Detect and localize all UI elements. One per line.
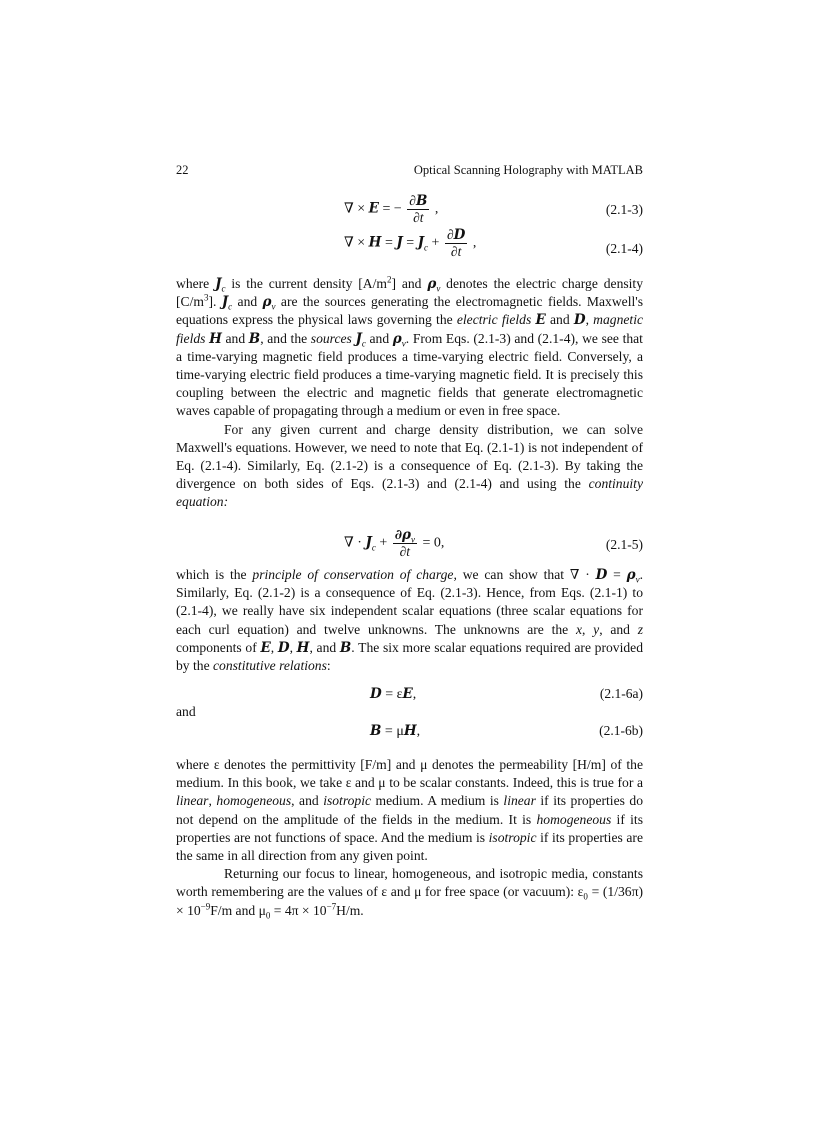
text: where ε denotes the permittivity [F/m] and μ denotes the permeability [H/m] of the medium. In this book, we take ε and μ to be scalar constants. Indeed, this is true for a xyxy=(176,757,643,791)
eq-symbol: E xyxy=(402,686,413,702)
eq-text: , xyxy=(416,724,421,739)
italic-text: magnetic fields xyxy=(176,312,644,346)
italic-text: homogeneous xyxy=(536,811,612,827)
page-number: 22 xyxy=(176,163,189,177)
text: and xyxy=(221,330,249,346)
eq-symbol: B xyxy=(415,193,428,209)
text: where xyxy=(176,276,216,291)
italic-text: z xyxy=(637,621,644,637)
text: , xyxy=(585,312,594,328)
text: ] and xyxy=(391,276,428,291)
eq-symbol: D xyxy=(370,686,382,702)
text: , xyxy=(582,621,594,637)
text: if its properties are the same in all direction from any given point. xyxy=(176,829,643,864)
equation-label: (2.1-4) xyxy=(605,241,643,256)
math-symbol: ρ xyxy=(626,567,636,583)
math-symbol: E xyxy=(260,639,271,656)
text: . Similarly, Eq. (2.1-2) is a consequence of Eq. (2.1-3). Hence, from Eqs. (2.1-1) to (2.1-4), we really have six independent scalar equations (three scalar equations for each curl equation) and twelve unknowns. The unknowns are the xyxy=(176,567,644,637)
frac-num: ∂ xyxy=(409,193,416,208)
math-symbol: J xyxy=(221,294,229,311)
and-word: and xyxy=(176,704,196,719)
text: . The six more scalar equations required are provided by the xyxy=(176,639,644,674)
equation-label: (2.1-6b) xyxy=(599,723,643,738)
italic-text: electric fields xyxy=(456,312,532,328)
math-symbol: ρ xyxy=(427,276,437,292)
eq-text: ∇ · xyxy=(344,535,366,551)
frac-num: ∂ρ xyxy=(394,527,411,543)
paragraph-1 xyxy=(176,275,643,512)
italic-text: linear xyxy=(503,793,536,809)
eq-symbol: H xyxy=(403,723,417,739)
text: = 4π × 10 xyxy=(270,902,327,918)
fraction xyxy=(445,227,467,260)
text: For any given current and charge density distribution, we can solve Maxwell's equations. However, we need to note that Eq. (2.1-1) is not independent of Eq. (2.1-4). Similarly, Eq. (2.1-2) is a consequence of Eq. (2.1-3). By taking the divergence on both sides of Eqs. (2.1-3) and (2.1-4) and using the xyxy=(176,421,643,492)
text: and xyxy=(365,330,393,346)
math-symbol: J xyxy=(215,276,222,292)
text: ]. xyxy=(208,294,222,310)
text: . From Eqs. (2.1-3) and (2.1-4), we see that a time-varying magnetic field produces a time-varying electric field. Conversely, a time-varying electric field produces a time-varying magnetic field. It is precisely this coupling between the electric and magnetic fields that generate electromagnetic waves capable of propagating through a medium or even in free space. xyxy=(176,330,643,419)
eq-text: = 0, xyxy=(418,535,445,551)
italic-text: continuity equation: xyxy=(176,476,643,510)
superscript: 3 xyxy=(203,292,209,303)
text: : xyxy=(326,658,331,674)
text: if its properties are not functions of space. And the medium is xyxy=(176,811,643,845)
text: F/m and μ xyxy=(210,902,266,918)
text: , and xyxy=(599,621,638,637)
eq-sub: c xyxy=(424,242,429,253)
subscript: v xyxy=(635,574,640,585)
text: H/m. xyxy=(336,902,364,918)
eq-text: + xyxy=(375,535,391,551)
text: and xyxy=(545,312,574,328)
italic-text: linear xyxy=(176,793,209,809)
text: we can show that ∇ · xyxy=(456,567,596,582)
eq-text: + xyxy=(428,235,443,251)
text: = xyxy=(607,567,627,582)
math-symbol: B xyxy=(339,639,352,656)
text: , and xyxy=(309,639,340,655)
frac-den: ∂t xyxy=(450,244,462,259)
subscript: v xyxy=(436,283,441,294)
eq-sub: c xyxy=(371,542,376,553)
superscript: 2 xyxy=(386,274,392,285)
subscript: v xyxy=(271,301,276,312)
equation-2-1-5 xyxy=(176,527,643,569)
subscript: c xyxy=(228,301,233,312)
math-symbol: D xyxy=(595,567,608,583)
text: if its properties do not depend on the amplitude of the fields in the medium. It is xyxy=(176,793,643,827)
equation-2-1-4 xyxy=(176,227,643,269)
subscript: v xyxy=(401,338,406,349)
text: , xyxy=(208,793,217,809)
running-title: Optical Scanning Holography with MATLAB xyxy=(413,163,643,177)
eq-text: = − xyxy=(378,201,402,217)
math-symbol: H xyxy=(296,639,310,656)
superscript: −7 xyxy=(326,901,337,912)
subscript: c xyxy=(221,283,226,294)
italic-text: x xyxy=(575,621,582,637)
fraction xyxy=(407,193,429,226)
math-symbol: D xyxy=(573,312,586,329)
eq-text: , xyxy=(431,201,439,217)
superscript: −9 xyxy=(200,901,211,912)
fraction xyxy=(393,527,417,560)
eq-symbol: H xyxy=(368,234,382,251)
eq-symbol: J xyxy=(396,234,403,251)
eq-symbol: E xyxy=(368,200,379,217)
italic-text: sources xyxy=(310,330,352,346)
text: are the sources generating the electromagnetic fields. Maxwell's equations express the physical laws governing the xyxy=(176,294,643,328)
eq-symbol: J xyxy=(365,534,372,551)
text: components of xyxy=(176,639,261,655)
page-header xyxy=(176,163,643,181)
math-symbol: H xyxy=(209,330,222,347)
text: , xyxy=(289,639,297,655)
text: Returning our focus to linear, homogeneous, and isotropic media, constants worth remembering are the values of ε and μ for free space (or vacuum): ε xyxy=(176,866,643,900)
subscript: c xyxy=(361,338,366,349)
eq-symbol: J xyxy=(417,234,425,251)
text: which is the xyxy=(176,567,253,582)
text: denotes the electric charge density [C/m xyxy=(176,276,644,310)
eq-sub: v xyxy=(410,534,415,545)
eq-text: = xyxy=(381,235,397,251)
subscript: 0 xyxy=(265,910,271,921)
italic-text: isotropic xyxy=(488,829,537,845)
italic-text: homogeneous xyxy=(216,793,292,809)
frac-num: ∂ xyxy=(446,227,454,242)
italic-text: principle of conservation of charge, xyxy=(252,567,457,582)
eq-text: ∇ × xyxy=(344,235,369,251)
text: , and xyxy=(291,793,324,809)
math-symbol: D xyxy=(277,639,290,656)
italic-text: constitutive relations xyxy=(213,658,327,674)
math-symbol: B xyxy=(248,330,261,347)
text: medium. A medium is xyxy=(371,793,504,809)
math-symbol: ρ xyxy=(262,294,272,311)
math-symbol: ρ xyxy=(392,330,402,347)
eq-symbol: D xyxy=(453,227,466,243)
equation-label: (2.1-3) xyxy=(605,202,643,217)
eq-text: = μ xyxy=(381,724,404,739)
text: , and the xyxy=(260,330,311,346)
paragraph-4 xyxy=(176,756,643,920)
eq-text: ∇ × xyxy=(344,201,369,217)
frac-den: ∂t xyxy=(399,544,411,559)
eq-text: = ε xyxy=(381,687,403,702)
subscript: 0 xyxy=(583,892,588,903)
text: is the current density [A/m xyxy=(225,276,387,291)
equation-label: (2.1-5) xyxy=(605,537,643,552)
math-symbol: E xyxy=(535,312,546,329)
paragraph-3 xyxy=(176,566,643,675)
italic-text: y xyxy=(593,621,600,637)
text: = (1/36π) × 10 xyxy=(176,884,643,918)
italic-text: isotropic xyxy=(323,793,372,809)
equation-label: (2.1-6a) xyxy=(599,686,643,701)
math-symbol: J xyxy=(355,330,362,347)
text: and xyxy=(232,294,263,310)
frac-den: ∂t xyxy=(413,210,424,225)
eq-symbol: B xyxy=(370,723,382,739)
equation-2-1-6b xyxy=(176,723,643,743)
eq-text: , xyxy=(469,235,477,251)
eq-text: , xyxy=(412,687,417,702)
equation-2-1-6a xyxy=(176,686,643,706)
text: , xyxy=(270,639,278,655)
eq-text: = xyxy=(402,235,418,251)
